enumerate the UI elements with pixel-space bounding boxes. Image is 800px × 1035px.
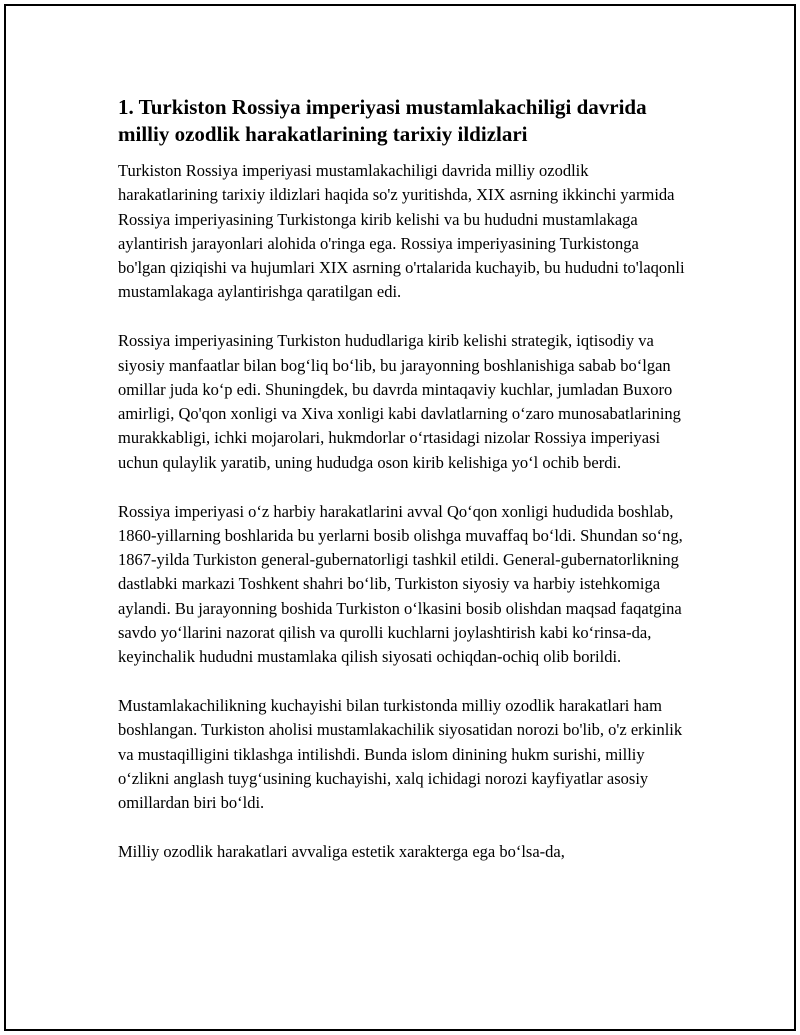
paragraph: Rossiya imperiyasining Turkiston hududlariga kirib kelishi strategik, iqtisodiy va siyosiy manfaatlar bilan bog‘liq bo‘lib, bu jarayonning boshlanishiga sabab bo‘lgan omillar juda ko‘p edi. Shuningdek, bu davrda mintaqaviy kuchlar, jumladan Buxoro amirligi, Qo'qon xonligi va Xiva xonligi kabi davlatlarning o‘zaro munosabatlarining murakkabligi, ichki mojarolari, hukmdorlar o‘rtasidagi nizolar Rossiya imperiyasi uchun qulaylik yaratib, uning hududga oson kirib kelishiga yo‘l ochib berdi. — [118, 331, 681, 472]
paragraph: Turkiston Rossiya imperiyasi mustamlakachiligi davrida milliy ozodlik harakatlarining tarixiy ildizlari haqida so'z yuritishda, XIX asrning ikkinchi yarmida Rossiya imperiyasining Turkistonga kirib kelishi va bu hududni mustamlakaga aylantirish jarayonlari alohida o'ringa ega. Rossiya imperiyasining Turkistonga bo'lgan qiziqishi va hujumlari XIX asrning o'rtalarida kuchayib, bu hududni to'laqonli mustamlakaga aylantirishga qaratilgan edi. — [118, 161, 685, 302]
document-title: 1. Turkiston Rossiya imperiyasi mustamlakachiligi davrida milliy ozodlik harakatlarining tarixiy ildizlari — [118, 95, 647, 146]
paragraph: Rossiya imperiyasi o‘z harbiy harakatlarini avval Qo‘qon xonligi hududida boshlab, 1860-yillarning boshlarida bu yerlarni bosib olishga muvaffaq bo‘ldi. Shundan so‘ng, 1867-yilda Turkiston general-gubernatorligi tashkil etildi. General-gubernatorlikning dastlabki markazi Toshkent shahri bo‘lib, Turkiston siyosiy va harbiy istehkomiga aylandi. Bu jarayonning boshida Turkiston o‘lkasini bosib olishdan maqsad faqatgina savdo yo‘llarini nazorat qilish va qurolli kuchlarni joylashtirish kabi ko‘rinsa-da, keyinchalik hududni mustamlaka qilish siyosati ochiqdan-ochiq olib borildi. — [118, 501, 683, 667]
document-body — [118, 94, 688, 889]
paragraph: Milliy ozodlik harakatlari avvaliga estetik xarakterga ega bo‘lsa-da, — [118, 842, 565, 862]
paragraph: Mustamlakachilikning kuchayishi bilan turkistonda milliy ozodlik harakatlari ham boshlangan. Turkiston aholisi mustamlakachilik siyosatidan norozi bo'lib, o'z erkinlik va mustaqilligini tiklashga intilishdi. Bunda islom dinining hukm surishi, milliy o‘zlikni anglash tuyg‘usining kuchayishi, xalq ichidagi norozi kayfiyatlar asosiy omillardan biri bo‘ldi. — [118, 696, 683, 813]
